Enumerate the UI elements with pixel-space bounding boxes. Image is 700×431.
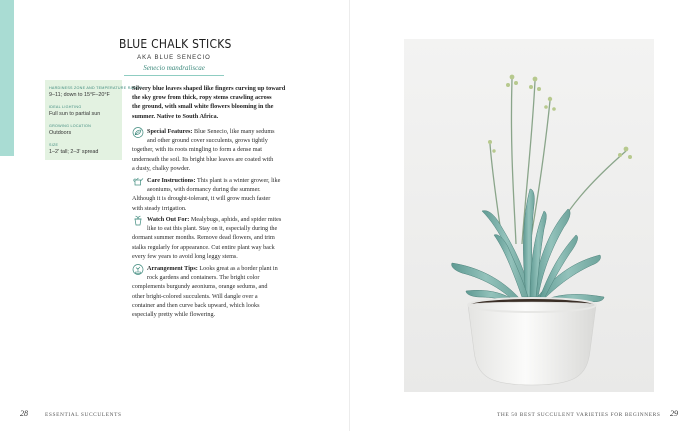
fact-heading-hardiness: HARDINESS ZONE AND TEMPERATURE RANGE: [49, 86, 143, 90]
leaf-icon: [132, 127, 144, 138]
section-label: Arrangement Tips:: [147, 265, 198, 272]
section-label: Care Instructions:: [147, 177, 196, 184]
intro-line: Silvery blue leaves shaped like fingers curving up toward: [132, 85, 286, 92]
section-arrangement-tips: [132, 264, 298, 319]
left-running-footer: ESSENTIAL SUCCULENTS: [45, 412, 122, 418]
section-text: and other ground cover succulents, grows tightly: [147, 137, 268, 145]
section-watch-out-for: [132, 215, 298, 261]
intro-paragraph: [132, 84, 298, 121]
section-special-features: [132, 127, 298, 173]
section-text: Blue Senecio, like many sedums: [192, 128, 275, 135]
right-running-footer: THE 50 BEST SUCCULENT VARIETIES FOR BEGINNERS: [497, 412, 661, 418]
section-text: especially pretty while flowering.: [132, 311, 216, 319]
fact-heading-lighting: IDEAL LIGHTING: [49, 105, 82, 109]
section-text: Although it is drought-tolerant, it will grow much faster: [132, 195, 271, 203]
section-text: like to eat this plant. Stay on it, especially during the: [147, 225, 278, 233]
section-text: container and then curve back upward, which looks: [132, 301, 260, 309]
fact-value-hardiness: 9–11; down to 15°F–20°F: [49, 92, 110, 98]
chapter-tab: [0, 0, 14, 156]
fact-heading-location: GROWING LOCATION: [49, 124, 92, 128]
right-page-number: 29: [670, 409, 678, 418]
section-text: complements burgundy aeoniums, orange sedums, and: [132, 283, 268, 291]
watering-can-icon: [132, 176, 144, 187]
section-text: rock gardens and containers. The bright color: [147, 274, 260, 282]
section-text: Looks great as a border plant in: [197, 265, 278, 272]
blue-chalk-sticks-illustration: [404, 39, 654, 392]
section-label: Special Features:: [147, 128, 193, 135]
section-text: Mealybugs, aphids, and spider mites: [189, 216, 282, 223]
section-text: together, with its roots mingling to form a dense mat: [132, 146, 263, 154]
section-text: underneath the soil. Its bright blue leaves are coated with: [132, 155, 274, 163]
section-care-instructions: [132, 176, 298, 213]
fact-value-lighting: Full sun to partial sun: [49, 111, 101, 117]
section-text: every few years to avoid long leggy stems.: [132, 252, 238, 260]
intro-line: the ground, with small white flowers blooming in the: [132, 103, 274, 111]
title-divider: [124, 75, 224, 76]
fact-heading-size: SIZE: [49, 143, 59, 147]
section-text: stalks regularly for appearance. Cut entire plant way back: [132, 243, 275, 251]
plant-photo: [404, 39, 654, 392]
fact-value-location: Outdoors: [49, 130, 72, 136]
scientific-name: Senecio mandraliscae: [143, 64, 205, 72]
pot-icon: [132, 215, 144, 226]
section-text: dormant summer months. Remove dead flowers, and trim: [132, 234, 275, 242]
section-text: with steady irrigation.: [132, 204, 187, 212]
page-gutter: [349, 0, 350, 431]
section-text: This plant is a winter grower, like: [195, 177, 281, 184]
section-label: Watch Out For:: [147, 216, 190, 223]
fact-value-size: 1–2' tall; 2–3' spread: [49, 149, 99, 155]
intro-line: the sky grow from thick, ropy stems crawling across: [132, 94, 272, 102]
arrangement-icon: [132, 264, 144, 275]
page-title: BLUE CHALK STICKS: [118, 36, 232, 51]
section-text: a dusty, chalky powder.: [132, 164, 191, 172]
common-name-subtitle: AKA BLUE SENECIO: [137, 55, 211, 61]
intro-line: summer. Native to South Africa.: [132, 112, 219, 120]
left-page-number: 28: [20, 409, 28, 418]
section-text: other bright-colored succulents. Will dangle over a: [132, 292, 258, 300]
section-text: aeoniums, with dormancy during the summer.: [147, 186, 261, 194]
